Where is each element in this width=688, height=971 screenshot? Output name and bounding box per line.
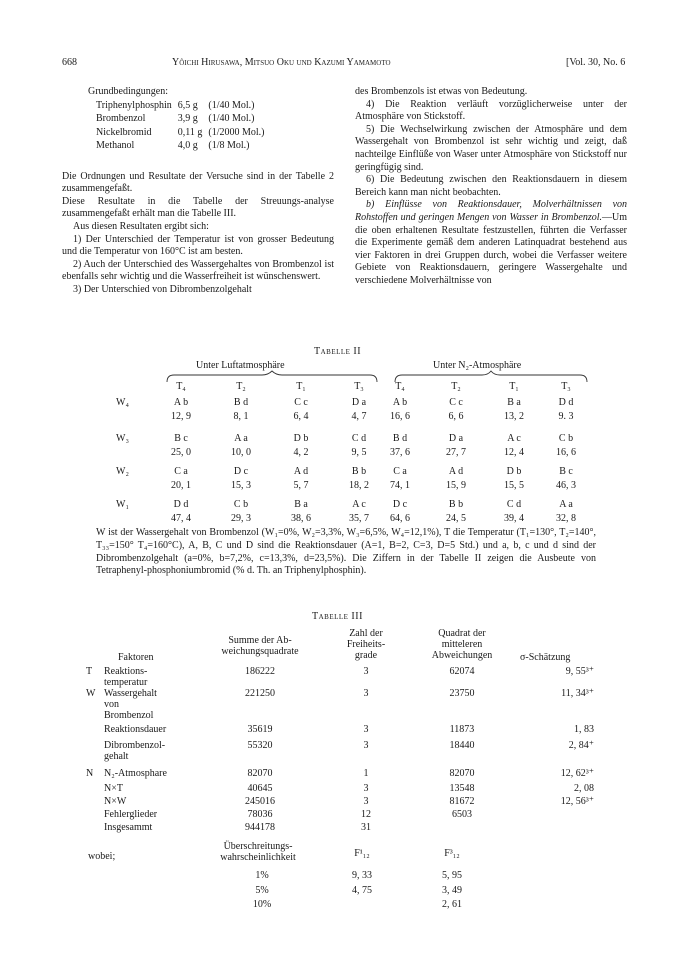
table2-code-cell: D d: [558, 397, 574, 408]
table2-value-cell: 5, 7: [293, 480, 309, 491]
grund-row: Triphenylphosphin 6,5 g (1/40 Mol.): [96, 99, 255, 111]
paragraph: Diese Resultate in die Tabelle der Streuungs-analyse zusammengefaßt erhält man die Tabelle III.: [62, 195, 334, 220]
table3-cell-zahl: 3: [363, 724, 369, 735]
table2-code-cell: B b: [351, 466, 367, 477]
right-column: [355, 86, 627, 288]
table3-cell-summe: 78036: [247, 809, 273, 820]
wahr-head: Überschreitungs- wahrscheinlichkeit: [220, 841, 296, 863]
table3-cell-quadrat: 13548: [449, 783, 475, 794]
table2-code-cell: A c: [507, 433, 521, 444]
table3-row-key: W: [86, 688, 96, 699]
table3-cell-quadrat: 62074: [449, 666, 475, 677]
table3-cell-schaetzung: 2, 84⁺: [568, 740, 594, 751]
table2-value-cell: 25, 0: [171, 447, 191, 458]
volume-info: [Vol. 30, No. 6: [566, 57, 626, 68]
table2-value-cell: 46, 3: [556, 480, 576, 491]
table2-col-head: T₂: [236, 381, 246, 392]
table2-code-cell: A a: [559, 499, 573, 510]
table2-code-cell: D b: [293, 433, 309, 444]
table2-value-cell: 32, 8: [556, 513, 576, 524]
table3-head-summe: Summe der Ab- weichungsquadrate: [221, 635, 299, 657]
table2-value-cell: 38, 6: [291, 513, 311, 524]
table3-cell-zahl: 3: [363, 688, 369, 699]
table2-value-cell: 12, 9: [171, 411, 191, 422]
table2-row-label: W₃: [116, 433, 129, 444]
table3-cell-summe: 55320: [247, 740, 273, 751]
table2-value-cell: 13, 2: [504, 411, 524, 422]
table3-row-key: T: [86, 666, 93, 677]
table2-value-cell: 35, 7: [349, 513, 369, 524]
table3-cell-summe: 221250: [245, 688, 275, 699]
table2-code-cell: C a: [393, 466, 407, 477]
table2-value-cell: 27, 7: [446, 447, 466, 458]
table2-value-cell: 6, 6: [448, 411, 464, 422]
table3-row-name: Reaktionsdauer: [104, 724, 167, 735]
table3-cell-zahl: 3: [363, 740, 369, 751]
wahr-cell-f1: 4, 75: [352, 885, 372, 896]
wobei-label: wobei;: [88, 851, 116, 862]
table2-col-head: T₃: [354, 381, 364, 392]
table2-value-cell: 18, 2: [349, 480, 369, 491]
wahr-cell-p: 5%: [255, 885, 269, 896]
wahr-cell-p: 1%: [255, 870, 269, 881]
table2-value-cell: 15, 5: [504, 480, 524, 491]
table3-cell-zahl: 3: [363, 783, 369, 794]
paragraph: Die Ordnungen und Resultate der Versuche sind in der Tabelle 2 zusammengefaßt.: [62, 170, 334, 195]
table2-code-cell: A d: [293, 466, 309, 477]
grund-row: Brombenzol 3,9 g (1/40 Mol.): [96, 113, 255, 125]
table2-value-cell: 20, 1: [171, 480, 191, 491]
table2-code-cell: D a: [351, 397, 367, 408]
table3-head-schaetzung: σ-Schätzung: [520, 652, 571, 663]
table2-row-label: W₂: [116, 466, 129, 477]
table2-value-cell: 39, 4: [504, 513, 524, 524]
table3-cell-quadrat: 81672: [449, 796, 475, 807]
table2-value-cell: 4, 7: [351, 411, 367, 422]
table2-caption: Tabelle II: [314, 346, 362, 357]
table2-value-cell: 9. 3: [558, 411, 574, 422]
table2-value-cell: 37, 6: [390, 447, 410, 458]
table3-row-name: N×T: [104, 783, 123, 794]
table2-col-head: T₄: [176, 381, 186, 392]
page-number: 668: [62, 57, 77, 68]
f3-head: F³₁₂: [444, 848, 460, 859]
table2-code-cell: A d: [448, 466, 464, 477]
table2-col-head: T₁: [296, 381, 306, 392]
table3-row-name: N₂-Atmosphare: [104, 768, 167, 779]
table3-cell-zahl: 12: [361, 809, 371, 820]
table3-cell-quadrat: 6503: [452, 809, 472, 820]
grund-row: Methanol 4,0 g (1/8 Mol.): [96, 140, 250, 152]
table2-code-cell: C b: [233, 499, 249, 510]
table2-col-head: T₁: [509, 381, 519, 392]
grund-row: Nickelbromid 0,11 g (1/2000 Mol.): [96, 126, 265, 138]
table2-code-cell: A c: [352, 499, 366, 510]
table2-col-head: T₃: [561, 381, 571, 392]
table2-value-cell: 9, 5: [351, 447, 367, 458]
table2-code-cell: B b: [448, 499, 464, 510]
table2-code-cell: A a: [234, 433, 248, 444]
table3-row-name: Dibrombenzol- gehalt: [104, 740, 166, 762]
table3-row-name: Insgesammt: [104, 822, 153, 833]
paragraph: 2) Auch der Unterschied des Wassergehaltes von Brombenzol ist ebenfalls sehr wichtig und die Wasserfreiheit ist wünschenswert.: [62, 258, 334, 283]
table2-code-cell: D c: [233, 466, 249, 477]
table2-code-cell: C b: [558, 433, 574, 444]
table2-code-cell: D a: [448, 433, 464, 444]
paragraph: b) Einflüsse von Reaktionsdauer, Molverhältnissen von Rohstoffen und geringen Mengen von Wasser in Brombenzol.—Um die oben erhaltenen Resultate festzustellen, führten die Verfasser die Experimente gemäß dem anderen Latinquadrat bestehend aus vier Faktoren in drei Gruppen durch, wobei die Verfasser weitere Gebiete von Reaktionsdauern, geringere Wassergehalte und verschiedene Molverhältnisse von: [355, 199, 628, 286]
table3-cell-quadrat: 18440: [449, 740, 475, 751]
table2-value-cell: 6, 4: [293, 411, 309, 422]
paragraph: des Brombenzols ist etwas von Bedeutung.: [355, 86, 528, 97]
table2-col-head: T₄: [395, 381, 405, 392]
table3-cell-zahl: 1: [363, 768, 369, 779]
paragraph: 5) Die Wechselwirkung zwischen der Atmosphäre und dem Wassergehalt von Brombenzol ist sehr wichtig und zeigt, daß nachteilge Einflüße von Waser unter Atmosphäre von Stickstoff nur geringfügig sind.: [355, 123, 627, 173]
table2-code-cell: D c: [392, 499, 408, 510]
table3-cell-summe: 35619: [247, 724, 273, 735]
table2-value-cell: 16, 6: [390, 411, 410, 422]
paragraph: 6) Die Bedeutung zwischen den Reaktionsdauern in diesem Bereich kann man nicht beobachten.: [355, 174, 627, 198]
grund-table: [96, 99, 271, 153]
table3-cell-schaetzung: 1, 83: [574, 724, 594, 735]
table2-code-cell: B d: [233, 397, 249, 408]
table2-value-cell: 10, 0: [231, 447, 251, 458]
table2-value-cell: 16, 6: [556, 447, 576, 458]
table2-code-cell: B a: [294, 499, 308, 510]
table2-code-cell: B c: [559, 466, 573, 477]
table3-cell-schaetzung: 9, 55³⁺: [565, 666, 594, 677]
left-column: [62, 86, 334, 297]
f1-head: F¹₁₂: [354, 848, 370, 859]
grund-title: Grundbedingungen:: [88, 86, 168, 97]
table3-head-zahl: Zahl der Freiheits- grade: [346, 628, 386, 661]
paragraph: Aus diesen Resultaten ergibt sich:: [73, 220, 209, 232]
table2-code-cell: D d: [173, 499, 189, 510]
table2-value-cell: 24, 5: [446, 513, 466, 524]
authors-running-head: Yôichi Hirusawa, Mitsuo Oku und Kazumi Yamamoto: [172, 57, 391, 68]
wahr-cell-f3: 5, 95: [442, 870, 462, 881]
table3-head-quadrat: Quadrat der mitteleren Abweichungen: [431, 628, 493, 661]
table2-code-cell: C c: [294, 397, 308, 408]
paragraph: 4) Die Reaktion verläuft vorzüglicherweise unter der Atmosphäre von Stickstoff.: [355, 98, 627, 123]
table3-caption: Tabelle III: [312, 611, 363, 622]
table2-code-cell: C c: [449, 397, 463, 408]
table2-code-cell: C d: [351, 433, 367, 444]
table3-cell-schaetzung: 2, 08: [574, 783, 594, 794]
table2-value-cell: 8, 1: [233, 411, 249, 422]
table3-row-name: Reaktions- temperatur: [104, 666, 148, 688]
table3-cell-summe: 82070: [247, 768, 273, 779]
wahr-cell-p: 10%: [252, 899, 272, 910]
table2-col-head: T₂: [451, 381, 461, 392]
table3-head-faktoren: Faktoren: [118, 652, 154, 663]
table3-cell-zahl: 3: [363, 796, 369, 807]
paragraph: 3) Der Unterschied von Dibrombenzolgehalt: [73, 283, 252, 295]
table2-code-cell: C a: [174, 466, 188, 477]
table3-cell-schaetzung: 12, 62³⁺: [560, 768, 594, 779]
table2-group-n2: Unter N₂-Atmosphäre: [433, 360, 522, 371]
table3-cell-schaetzung: 12, 56³⁺: [560, 796, 594, 807]
table2-code-cell: C d: [506, 499, 522, 510]
table2-row-label: W₁: [116, 499, 129, 510]
table2-value-cell: 15, 9: [446, 480, 466, 491]
table3-row-key: N: [86, 768, 94, 779]
table2-value-cell: 64, 6: [390, 513, 410, 524]
table2-code-cell: A b: [173, 397, 189, 408]
section-title: Einflüsse von Reaktionsdauer, Molverhältnissen von Rohstoffen und geringen Mengen von Wasser in Brombenzol.: [355, 199, 628, 223]
table3-cell-summe: 186222: [245, 666, 275, 677]
table2-code-cell: A b: [392, 397, 408, 408]
wahr-cell-f3: 2, 61: [442, 899, 462, 910]
table3-cell-zahl: 31: [361, 822, 371, 833]
wahr-cell-f1: 9, 33: [352, 870, 372, 881]
table2-note: W ist der Wassergehalt von Brombenzol (W₁=0%, W₂=3,3%, W₃=6,5%, W₄=12,1%), T die Temperatur (T₁=130°, T₂=140°, T₃₃=150° T₄=160°C), A, B, C und D sind die Reaktionsdauer (A=1, B=2, C=3, D=5 Std.) und a, b, c und d sind der Dibrombenzolgehalt (a=0%, b=7,2%, c=13,3%, d=23,5%). Die Ziffern in der Tabelle II zeigen die Ausbeute von Tetraphenyl-phosphoniumbromid (% d. Th. an Triphenylphosphin).: [96, 527, 596, 577]
table3-row-name: N×W: [104, 796, 127, 807]
table2-row-label: W₄: [116, 397, 129, 408]
table3-cell-summe: 245016: [245, 796, 275, 807]
table3-cell-quadrat: 23750: [449, 688, 475, 699]
table3-row-name: Wassergehalt von Brombenzol: [104, 688, 157, 721]
table2-group-air: Unter Luftatmosphäre: [196, 360, 285, 371]
table2-value-cell: 74, 1: [390, 480, 410, 491]
table2-value-cell: 47, 4: [171, 513, 191, 524]
table3-cell-summe: 944178: [245, 822, 275, 833]
table3-cell-quadrat: 11873: [449, 724, 475, 735]
table3-row-name: Fehlerglieder: [104, 809, 158, 820]
table3-cell-quadrat: 82070: [449, 768, 475, 779]
table3-cell-schaetzung: 11, 34³⁺: [561, 688, 594, 699]
table2-value-cell: 4, 2: [293, 447, 309, 458]
table2-code-cell: D b: [506, 466, 522, 477]
wahr-cell-f3: 3, 49: [442, 885, 462, 896]
paragraph: 1) Der Unterschied der Temperatur ist von grosser Bedeutung und die Temperatur von 160°C ist am besten.: [62, 233, 334, 258]
table3-cell-summe: 40645: [247, 783, 273, 794]
table3-cell-zahl: 3: [363, 666, 369, 677]
table2-code-cell: B a: [507, 397, 521, 408]
table2-value-cell: 15, 3: [231, 480, 251, 491]
table2-value-cell: 12, 4: [504, 447, 524, 458]
table2-code-cell: B d: [392, 433, 408, 444]
table2-code-cell: B c: [174, 433, 188, 444]
table2-value-cell: 29, 3: [231, 513, 251, 524]
